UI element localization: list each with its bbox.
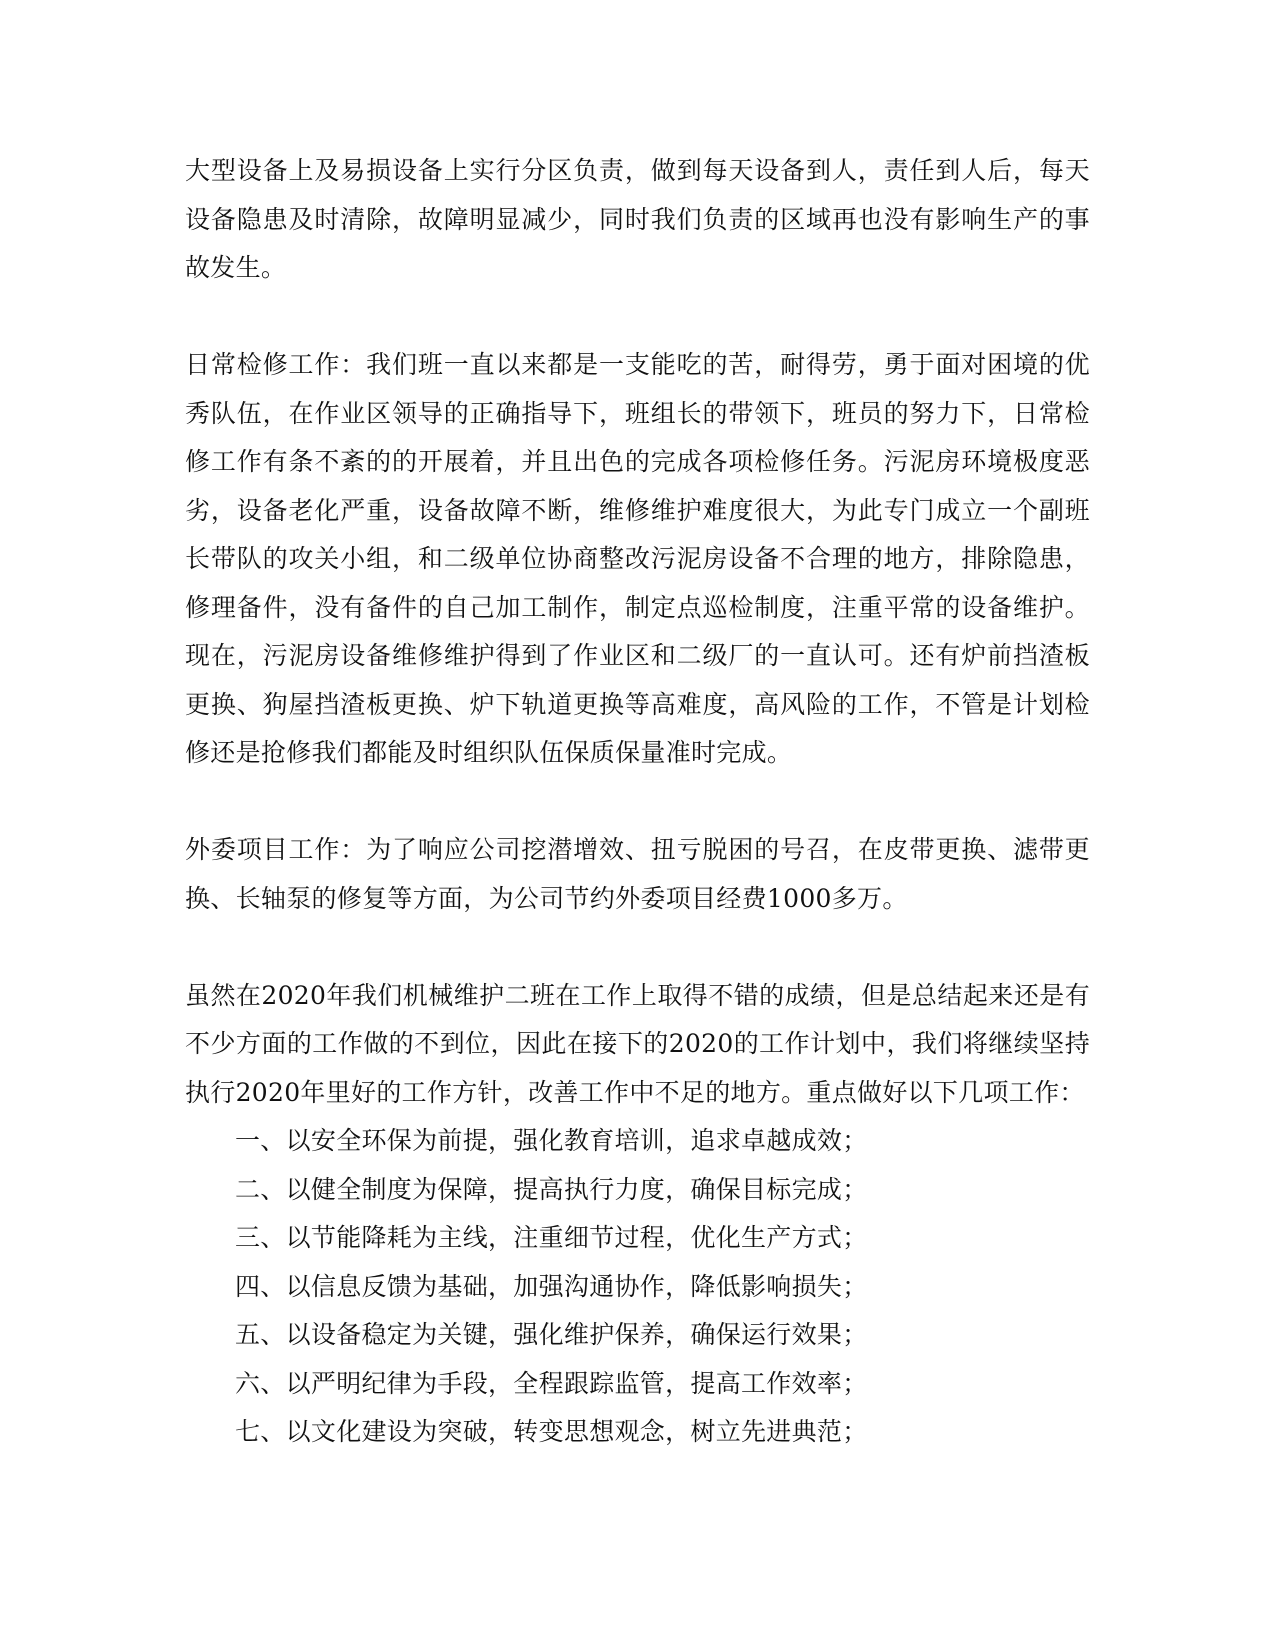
document-body (185, 147, 1090, 1457)
list-item: 三、以节能降耗为主线，注重细节过程，优化生产方式； (235, 1223, 868, 1252)
paragraph-work-plan: 虽然在2020年我们机械维护二班在工作上取得不错的成绩，但是总结起来还是有不少方面的工作做的不到位，因此在接下的2020的工作计划中，我们将继续坚持执行2020年里好的工作方针，改善工作中不足的地方。重点做好以下几项工作： (185, 980, 1090, 1107)
list-item: 五、以设备稳定为关键，强化维护保养，确保运行效果； (235, 1320, 868, 1349)
paragraph-gap (185, 923, 1090, 972)
paragraph-gap (185, 293, 1090, 342)
paragraph-gap (185, 778, 1090, 827)
paragraph-outsourced-projects: 外委项目工作：为了响应公司挖潜增效、扭亏脱困的号召，在皮带更换、滤带更换、长轴泵的修复等方面，为公司节约外委项目经费1000多万。 (185, 835, 1090, 913)
paragraph-daily-maintenance: 日常检修工作：我们班一直以来都是一支能吃的苦，耐得劳，勇于面对困境的优秀队伍，在作业区领导的正确指导下，班组长的带领下，班员的努力下，日常检修工作有条不紊的的开展着，并且出色的完成各项检修任务。污泥房环境极度恶劣，设备老化严重，设备故障不断，维修维护难度很大，为此专门成立一个副班长带队的攻关小组，和二级单位协商整改污泥房设备不合理的地方，排除隐患，修理备件，没有备件的自己加工制作，制定点巡检制度，注重平常的设备维护。现在，污泥房设备维修维护得到了作业区和二级厂的一直认可。还有炉前挡渣板更换、狗屋挡渣板更换、炉下轨道更换等高难度，高风险的工作，不管是计划检修还是抢修我们都能及时组织队伍保质保量准时完成。 (185, 350, 1090, 767)
paragraph-equipment-responsibility: 大型设备上及易损设备上实行分区负责，做到每天设备到人，责任到人后，每天设备隐患及时清除，故障明显减少，同时我们负责的区域再也没有影响生产的事故发生。 (185, 156, 1090, 282)
list-item: 七、以文化建设为突破，转变思想观念，树立先进典范； (235, 1417, 868, 1446)
list-item: 六、以严明纪律为手段，全程跟踪监管，提高工作效率； (235, 1368, 868, 1398)
list-item: 二、以健全制度为保障，提高执行力度，确保目标完成； (235, 1174, 868, 1204)
list-item: 四、以信息反馈为基础，加强沟通协作，降低影响损失； (235, 1271, 868, 1301)
list-item: 一、以安全环保为前提，强化教育培训，追求卓越成效； (235, 1126, 868, 1155)
work-plan-list (185, 1117, 1090, 1457)
